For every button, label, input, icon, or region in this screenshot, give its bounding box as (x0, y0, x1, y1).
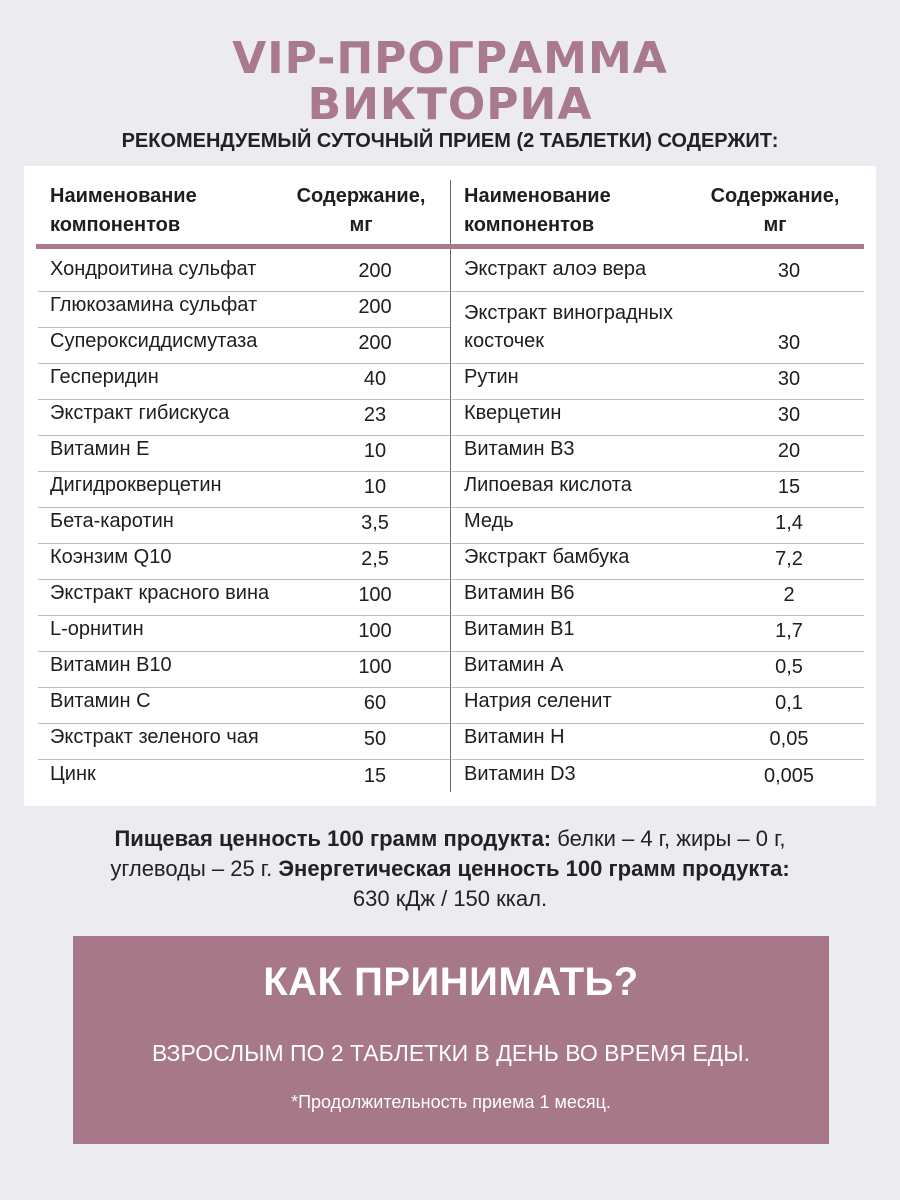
component-name-text: Экстракт гибискуса (50, 402, 230, 424)
header-value-line-1: Содержание, (296, 185, 426, 207)
component-value: 0,005 (763, 765, 815, 787)
table-rows-left (38, 256, 450, 796)
component-name (50, 507, 340, 535)
energy-value: 630 кДж / 150 ккал. (352, 886, 548, 911)
component-value: 30 (777, 260, 801, 282)
table-row (38, 724, 450, 760)
component-name (50, 435, 340, 463)
component-value: 30 (777, 332, 801, 354)
table-row (38, 508, 450, 544)
component-name-text: Натрия селенит (464, 690, 612, 712)
subtitle: РЕКОМЕНДУЕМЫЙ СУТОЧНЫЙ ПРИЕМ (2 ТАБЛЕТКИ) СОДЕРЖИТ: (121, 130, 779, 152)
component-value: 40 (363, 368, 387, 390)
component-name (464, 760, 724, 788)
component-name (50, 579, 340, 607)
component-name (464, 543, 724, 571)
how-to-take-panel (73, 936, 829, 1144)
component-value: 1,7 (775, 620, 803, 642)
header-name-line-2: компонентов (464, 214, 595, 236)
component-value: 100 (358, 656, 392, 678)
component-name (50, 543, 340, 571)
table-rows-right (452, 256, 864, 796)
title-line-2: ВИКТОРИА (307, 79, 593, 130)
header-divider (36, 244, 864, 249)
energy-label: Энергетическая ценность 100 грамм продукта: (278, 856, 790, 881)
component-name (50, 291, 340, 319)
table-row (452, 616, 864, 652)
table-header-left (38, 180, 450, 244)
component-name-text: Витамин B10 (50, 654, 172, 676)
component-value: 200 (358, 332, 392, 354)
component-value: 20 (777, 440, 801, 462)
component-value: 23 (363, 404, 387, 426)
component-value: 1,4 (775, 512, 803, 534)
component-value: 100 (358, 620, 392, 642)
component-name (50, 615, 340, 643)
header-value-line-1: Содержание, (710, 185, 840, 207)
component-name-text: Экстракт бамбука (464, 546, 630, 568)
component-name (464, 363, 724, 391)
column-divider (450, 180, 451, 792)
component-name-text: Хондроитина сульфат (50, 258, 257, 280)
component-name (50, 687, 340, 715)
component-value: 60 (363, 692, 387, 714)
component-name (464, 471, 724, 499)
component-name-text: Рутин (464, 366, 519, 388)
how-to-instruction: ВЗРОСЛЫМ ПО 2 ТАБЛЕТКИ В ДЕНЬ ВО ВРЕМЯ ЕДЫ. (151, 1040, 750, 1066)
component-name-text: Глюкозамина сульфат (50, 294, 258, 316)
table-row (452, 652, 864, 688)
component-value: 200 (358, 296, 392, 318)
component-value: 30 (777, 404, 801, 426)
component-name (464, 615, 724, 643)
header-name-line-1: Наименование (50, 185, 197, 207)
component-name (464, 507, 724, 535)
nutrition-label: Пищевая ценность 100 грамм продукта: (114, 826, 552, 851)
component-name (50, 760, 340, 788)
component-name-text: Гесперидин (50, 366, 159, 388)
component-value: 30 (777, 368, 801, 390)
component-value: 100 (358, 584, 392, 606)
component-value: 10 (363, 476, 387, 498)
table-row (452, 724, 864, 760)
header-name-line-2: компонентов (50, 214, 181, 236)
nutrition-text-1: белки – 4 г, жиры – 0 г, (551, 826, 786, 851)
table-row (38, 364, 450, 400)
table-row (452, 292, 864, 364)
component-name-text: Витамин H (464, 726, 565, 748)
page-title (0, 33, 900, 130)
table-row (38, 400, 450, 436)
component-name (50, 363, 340, 391)
component-name (50, 651, 340, 679)
component-name (464, 255, 724, 283)
component-name (50, 327, 340, 355)
table-row (38, 760, 450, 796)
component-name-text-2: косточек (464, 330, 545, 352)
component-value: 0,05 (769, 728, 809, 750)
component-value: 0,5 (775, 656, 803, 678)
nutrition-text-2: углеводы – 25 г. (110, 856, 279, 881)
component-name (464, 299, 724, 355)
component-value: 50 (363, 728, 387, 750)
table-row (38, 652, 450, 688)
component-value: 10 (363, 440, 387, 462)
component-name-text: Экстракт алоэ вера (464, 258, 647, 280)
component-value: 3,5 (361, 512, 389, 534)
table-row (38, 616, 450, 652)
component-name (464, 687, 724, 715)
component-name-text: Дигидрокверцетин (50, 474, 222, 496)
component-name-text: Медь (464, 510, 514, 532)
table-row (38, 472, 450, 508)
component-name-text: Витамин D3 (464, 763, 576, 785)
table-row (38, 544, 450, 580)
component-name-text: Экстракт красного вина (50, 582, 270, 604)
table-row (452, 544, 864, 580)
component-name-text: Коэнзим Q10 (50, 546, 172, 568)
component-value: 7,2 (775, 548, 803, 570)
component-name (50, 255, 340, 283)
header-value-line-2: мг (349, 214, 373, 236)
component-name-text: Витамин B1 (464, 618, 575, 640)
component-name (464, 723, 724, 751)
component-name-text: Витамин C (50, 690, 151, 712)
component-name-text: Экстракт зеленого чая (50, 726, 259, 748)
table-row (452, 436, 864, 472)
component-name (464, 579, 724, 607)
table-row (38, 328, 450, 364)
how-to-footnote: *Продолжительность приема 1 месяц. (291, 1092, 611, 1112)
table-row (38, 256, 450, 292)
how-to-heading: КАК ПРИНИМАТЬ? (263, 960, 639, 1004)
table-row (452, 472, 864, 508)
table-row (452, 364, 864, 400)
component-name-text: Бета-каротин (50, 510, 174, 532)
component-name-text: Цинк (50, 763, 96, 785)
table-row (38, 436, 450, 472)
component-name-text: L-орнитин (50, 618, 144, 640)
table-row (452, 400, 864, 436)
component-name (464, 399, 724, 427)
header-name (464, 182, 694, 240)
component-name-text: Кверцетин (464, 402, 562, 424)
table-row (38, 292, 450, 328)
component-name-text: Супероксиддисмутаза (50, 330, 258, 352)
table-row (452, 760, 864, 796)
table-row (452, 688, 864, 724)
table-row (452, 508, 864, 544)
table-row (38, 688, 450, 724)
component-value: 2,5 (361, 548, 389, 570)
component-name-text: Витамин A (464, 654, 564, 676)
component-name-text: Витамин E (50, 438, 150, 460)
table-row (452, 256, 864, 292)
table-row (452, 580, 864, 616)
table-header-right (452, 180, 864, 244)
nutrition-info (30, 824, 870, 914)
component-name-text: Витамин B6 (464, 582, 575, 604)
composition-table (24, 166, 876, 806)
component-value: 15 (363, 765, 387, 787)
title-line-1: VIP-ПРОГРАММА (232, 33, 668, 84)
component-name-text: Витамин B3 (464, 438, 575, 460)
component-name (50, 471, 340, 499)
component-name-text: Липоевая кислота (464, 474, 632, 496)
header-value (690, 182, 860, 240)
header-value-line-2: мг (763, 214, 787, 236)
component-name (464, 435, 724, 463)
header-name (50, 182, 280, 240)
component-name-text: Экстракт виноградных (464, 302, 674, 324)
component-name (50, 399, 340, 427)
component-name (464, 651, 724, 679)
component-name (50, 723, 340, 751)
component-value: 2 (783, 584, 795, 606)
component-value: 15 (777, 476, 801, 498)
header-value (276, 182, 446, 240)
table-row (38, 580, 450, 616)
component-value: 0,1 (775, 692, 803, 714)
component-value: 200 (358, 260, 392, 282)
header-name-line-1: Наименование (464, 185, 611, 207)
